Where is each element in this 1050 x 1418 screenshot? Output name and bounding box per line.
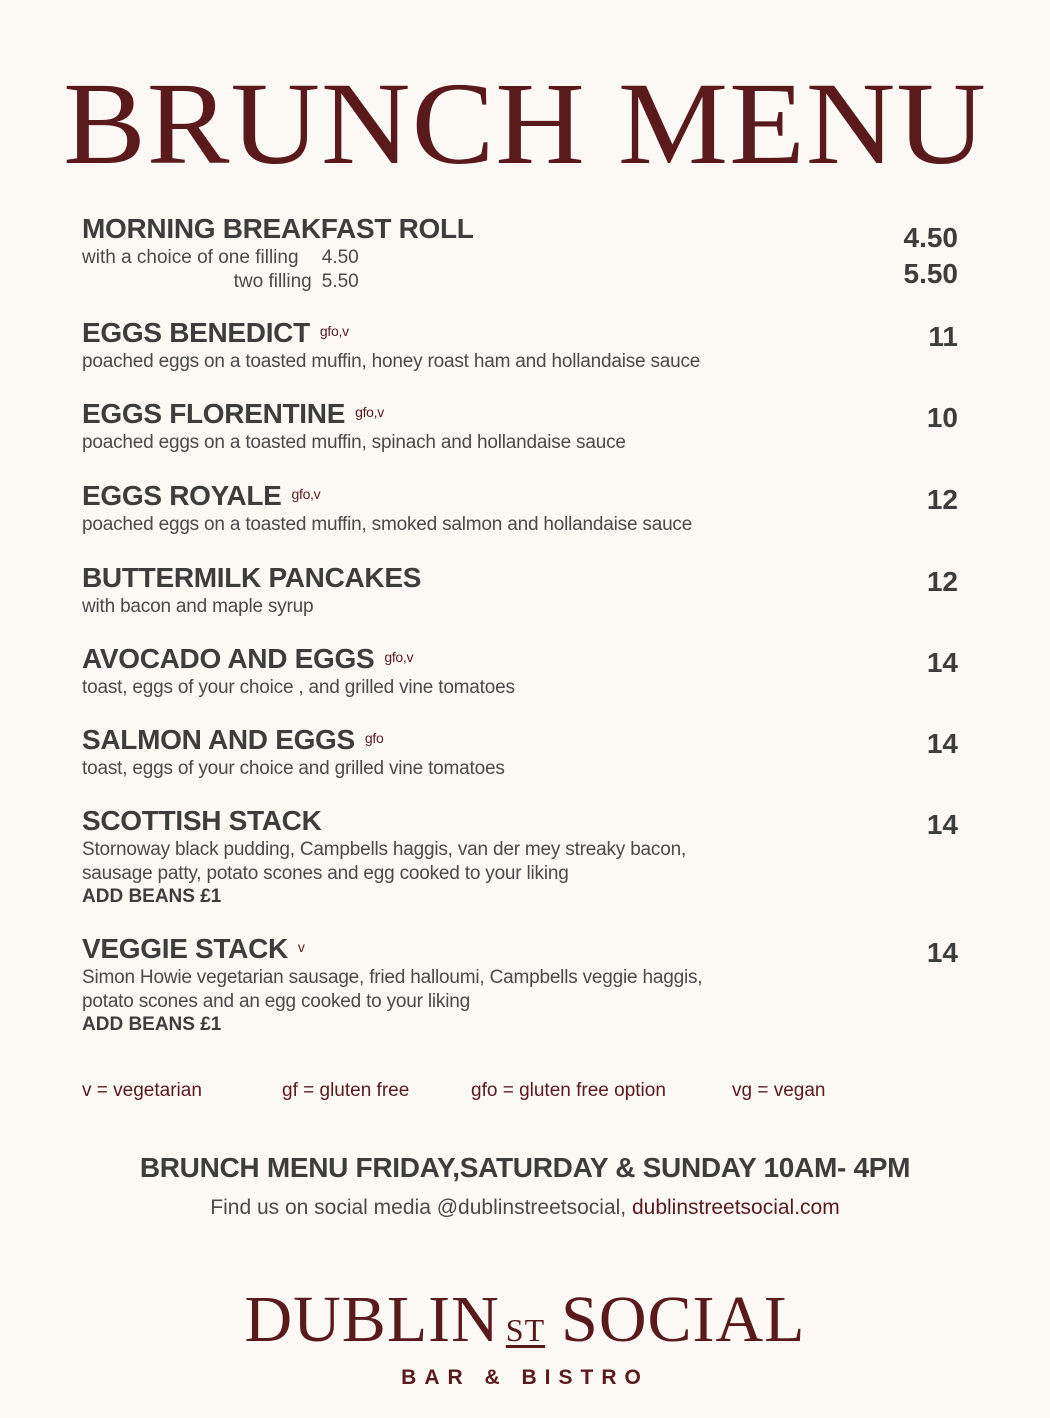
diet-tag: gfo,v	[384, 649, 414, 665]
item-name: VEGGIE STACK $^v$	[82, 933, 305, 964]
item-name: EGGS BENEDICT $^{gfo,v}$	[82, 317, 349, 348]
item-price: 12	[926, 566, 958, 597]
item-description-line: Stornoway black pudding, Campbells haggis, van der mey streaky bacon,	[82, 839, 687, 860]
option-value: 4.50	[321, 247, 359, 268]
social-text: Find us on social media @dublinstreetsocial,	[210, 1196, 627, 1219]
legend-gluten-free: gf = gluten free	[282, 1080, 410, 1101]
menu-item-eggs-benedict	[82, 316, 962, 397]
diet-tag: gfo	[364, 730, 384, 746]
option-label: two filling	[233, 271, 312, 292]
item-price: 14	[926, 937, 958, 968]
option-value: 5.50	[321, 271, 359, 292]
item-description: toast, eggs of your choice and grilled vine tomatoes	[82, 758, 505, 779]
diet-tag: gfo,v	[355, 404, 384, 420]
price-one-filling: 4.50	[903, 222, 958, 253]
item-description: with bacon and maple syrup	[82, 596, 314, 617]
brand-st: ST	[505, 1312, 546, 1348]
item-price: 14	[926, 809, 958, 840]
item-price: 14	[926, 728, 958, 759]
brand-right: SOCIAL	[561, 1283, 806, 1356]
item-name: SCOTTISH STACK	[82, 805, 322, 836]
item-price: 10	[926, 402, 958, 433]
menu-item-avocado-and-eggs	[82, 642, 962, 723]
item-name: EGGS FLORENTINE $^{gfo,v}$	[82, 398, 384, 429]
diet-tag: gfo,v	[291, 486, 321, 502]
item-name: AVOCADO AND EGGS $^{gfo,v}$	[82, 643, 414, 674]
legend-gluten-free-option: gfo = gluten free option	[471, 1080, 666, 1101]
item-description: poached eggs on a toasted muffin, smoked salmon and hollandaise sauce	[82, 514, 693, 535]
item-name: EGGS ROYALE $^{gfo,v}$	[82, 480, 321, 511]
menu-item-scottish-stack	[82, 804, 962, 932]
item-description: poached eggs on a toasted muffin, spinach and hollandaise sauce	[82, 432, 626, 453]
item-price	[904, 220, 959, 292]
menu-item-salmon-and-eggs	[82, 723, 962, 804]
menu-item-buttermilk-pancakes	[82, 561, 962, 642]
add-beans-note: ADD BEANS £1	[82, 886, 222, 907]
brand-logo	[0, 1282, 1050, 1358]
item-description-line: sausage patty, potato scones and egg cooked to your liking	[82, 863, 569, 884]
option-label: with a choice of one filling	[82, 247, 299, 268]
item-name: MORNING BREAKFAST ROLL	[82, 213, 474, 244]
social-media-line	[0, 1196, 1050, 1220]
item-description-line: potato scones and an egg cooked to your liking	[82, 991, 470, 1012]
item-price: 14	[926, 647, 958, 678]
menu-item-eggs-florentine	[82, 397, 962, 479]
item-description-line: Simon Howie vegetarian sausage, fried halloumi, Campbells veggie haggis,	[82, 967, 703, 988]
item-description: toast, eggs of your choice , and grilled vine tomatoes	[82, 677, 515, 698]
diet-tag: v	[297, 939, 305, 955]
website-link[interactable]: dublinstreetsocial.com	[631, 1196, 840, 1219]
legend-vegetarian: v = vegetarian	[82, 1080, 202, 1101]
diet-tag: gfo,v	[319, 323, 349, 339]
add-beans-note: ADD BEANS £1	[82, 1014, 222, 1035]
menu-item-breakfast-roll	[82, 212, 962, 316]
menu-item-eggs-royale	[82, 479, 962, 561]
menu-item-veggie-stack	[82, 932, 962, 1042]
brand-left: DUBLIN	[244, 1283, 500, 1356]
item-price: 12	[926, 484, 958, 515]
price-two-filling: 5.50	[903, 258, 958, 289]
menu-title: BRUNCH MENU	[63, 58, 987, 189]
brand-subtitle: BAR & BISTRO	[401, 1366, 649, 1389]
item-name: BUTTERMILK PANCAKES	[82, 562, 422, 593]
item-name: SALMON AND EGGS $^{gfo}$	[82, 724, 384, 755]
menu-list	[82, 212, 962, 1042]
legend-vegan: vg = vegan	[732, 1080, 826, 1101]
brunch-schedule: BRUNCH MENU FRIDAY,SATURDAY & SUNDAY 10AM- 4PM	[139, 1152, 911, 1183]
item-price: 11	[928, 321, 958, 352]
roll-options	[82, 246, 372, 294]
dietary-legend	[82, 1080, 962, 1106]
item-description: poached eggs on a toasted muffin, honey roast ham and hollandaise sauce	[82, 351, 701, 372]
